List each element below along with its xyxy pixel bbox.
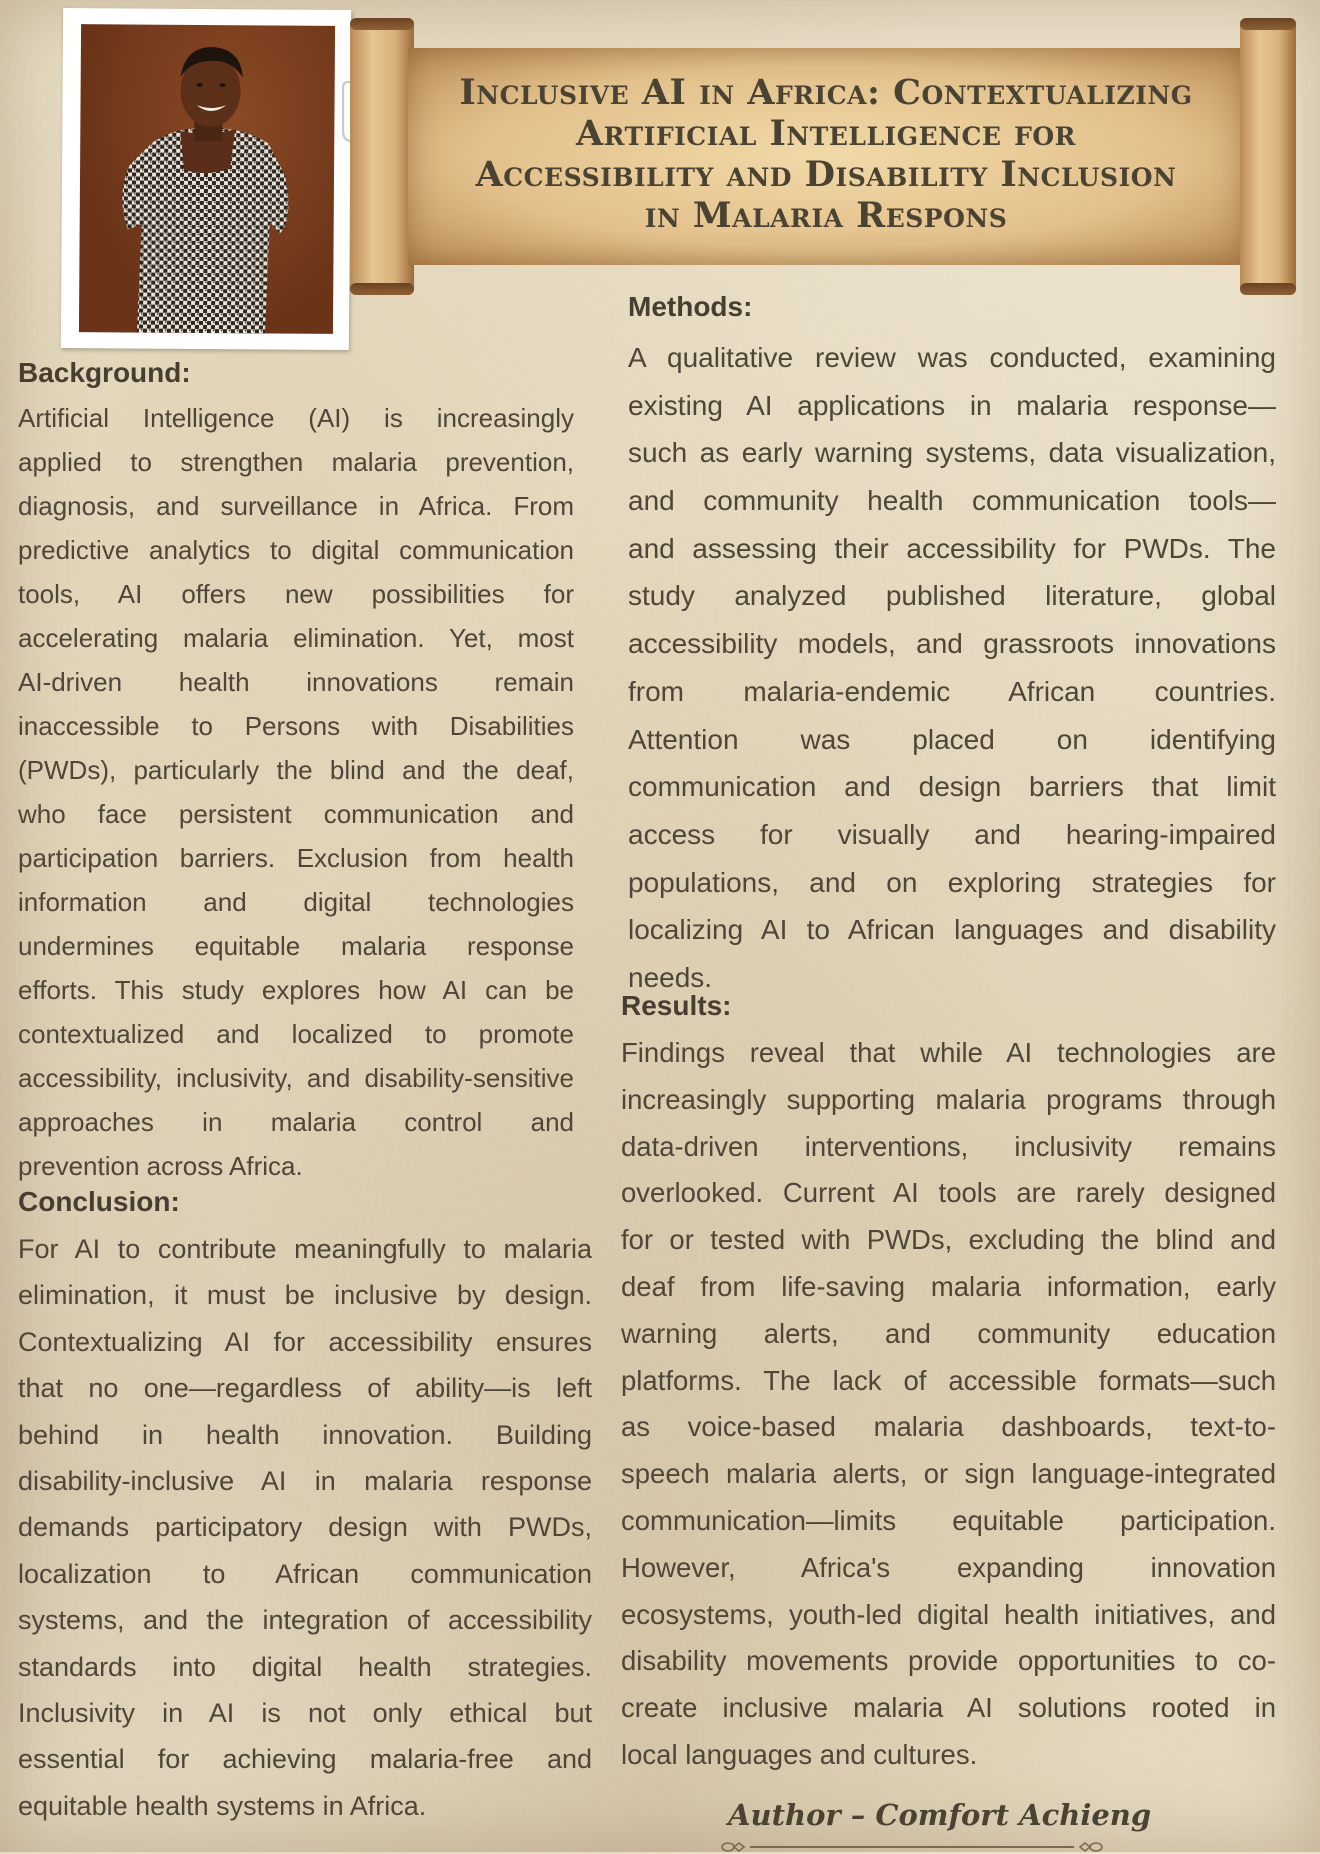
text-line: localization to African communication (18, 1558, 592, 1589)
text-line: for or tested with PWDs, excluding the blind and (621, 1224, 1276, 1256)
text-line: Findings reveal that while AI technologies are (621, 1037, 1276, 1068)
text-line: inaccessible to Persons with Disabilities (18, 711, 574, 741)
text-line: accessibility, inclusivity, and disability-sensitive (18, 1063, 574, 1093)
text-line: needs. (628, 961, 713, 993)
background-paragraph (18, 396, 574, 1188)
text-line: platforms. The lack of accessible formats—such (621, 1364, 1276, 1396)
text-line: essential for achieving malaria-free and (18, 1744, 592, 1775)
title-line: Accessibility and Disability Inclusion (475, 154, 1177, 195)
text-line: speech malaria alerts, or sign language-integrated (621, 1458, 1276, 1490)
results-heading: Results: (621, 990, 732, 1021)
page-title (408, 72, 1244, 236)
text-line: A qualitative review was conducted, examining (628, 342, 1276, 373)
text-line: communication and design barriers that limit (628, 771, 1276, 803)
text-line: AI-driven health innovations remain (18, 667, 574, 697)
title-line: Inclusive AI in Africa: Contextualizing (459, 72, 1193, 113)
portrait-illustration (79, 24, 335, 334)
text-line: elimination, it must be inclusive by design. (18, 1280, 592, 1311)
text-line: information and digital technologies (18, 887, 574, 917)
author-signature: Author – Comfort Achieng (728, 1798, 1152, 1832)
text-line: prevention across Africa. (18, 1151, 303, 1181)
text-line: warning alerts, and community education (621, 1317, 1276, 1349)
text-line: approaches in malaria control and (18, 1107, 574, 1137)
text-line: and community health communication tools— (628, 485, 1276, 517)
text-line: overlooked. Current AI tools are rarely designed (621, 1177, 1276, 1209)
text-line: diagnosis, and surveillance in Africa. From (18, 491, 574, 521)
text-line: increasingly supporting malaria programs through (621, 1083, 1276, 1115)
text-line: accessibility models, and grassroots innovations (628, 628, 1276, 660)
text-line: as voice-based malaria dashboards, text-to- (621, 1411, 1276, 1443)
author-photo-frame (61, 8, 351, 350)
text-line: Inclusivity in AI is not only ethical but (18, 1697, 592, 1728)
text-line: disability movements provide opportunities to co- (621, 1645, 1276, 1677)
title-scroll-banner (408, 48, 1244, 265)
results-paragraph (621, 1030, 1276, 1779)
text-line: standards into digital health strategies. (18, 1651, 592, 1682)
text-line: demands participatory design with PWDs, (18, 1512, 592, 1543)
text-line: disability-inclusive AI in malaria response (18, 1465, 592, 1496)
text-line: communication—limits equitable participation. (621, 1504, 1276, 1536)
text-line: contextualized and localized to promote (18, 1019, 574, 1049)
text-line: participation barriers. Exclusion from health (18, 843, 574, 873)
text-line: However, Africa's expanding innovation (621, 1551, 1276, 1583)
text-line: accelerating malaria elimination. Yet, most (18, 623, 574, 653)
text-line: predictive analytics to digital communication (18, 535, 574, 565)
text-line: study analyzed published literature, global (628, 580, 1276, 612)
text-line: local languages and cultures. (621, 1738, 978, 1770)
methods-paragraph (628, 334, 1276, 1002)
text-line: applied to strengthen malaria prevention, (18, 447, 574, 477)
text-line: data-driven interventions, inclusivity remains (621, 1130, 1276, 1162)
text-line: tools, AI offers new possibilities for (18, 579, 574, 609)
text-line: create inclusive malaria AI solutions rooted in (621, 1692, 1276, 1724)
text-line: populations, and on exploring strategies for (628, 866, 1276, 898)
text-line: who face persistent communication and (18, 799, 574, 829)
text-line: efforts. This study explores how AI can be (18, 975, 574, 1005)
text-line: that no one—regardless of ability—is left (18, 1373, 592, 1404)
text-line: Artificial Intelligence (AI) is increasingly (18, 403, 574, 433)
text-line: Contextualizing AI for accessibility ensures (18, 1326, 592, 1357)
background-heading: Background: (18, 357, 191, 388)
text-line: localizing AI to African languages and disability (628, 914, 1276, 946)
text-line: equitable health systems in Africa. (18, 1790, 427, 1821)
scroll-roll-right (1240, 18, 1296, 295)
text-line: Attention was placed on identifying (628, 723, 1276, 755)
conclusion-heading: Conclusion: (18, 1186, 180, 1217)
author-photo (79, 24, 335, 334)
text-line: For AI to contribute meaningfully to malaria (18, 1234, 592, 1264)
text-line: (PWDs), particularly the blind and the deaf, (18, 755, 574, 785)
text-line: existing AI applications in malaria response— (628, 389, 1276, 421)
text-line: access for visually and hearing-impaired (628, 818, 1276, 850)
title-line: Artificial Intelligence for (576, 113, 1076, 154)
text-line: and assessing their accessibility for PWDs. The (628, 532, 1276, 564)
conclusion-paragraph (18, 1226, 592, 1829)
text-line: ecosystems, youth-led digital health initiatives, and (621, 1598, 1276, 1630)
text-line: behind in health innovation. Building (18, 1419, 592, 1450)
text-line: such as early warning systems, data visualization, (628, 437, 1276, 469)
methods-heading: Methods: (628, 291, 753, 322)
scroll-roll-left (350, 18, 414, 295)
text-line: systems, and the integration of accessibility (18, 1605, 592, 1636)
text-line: from malaria-endemic African countries. (628, 675, 1276, 707)
text-line: undermines equitable malaria response (18, 931, 574, 961)
title-line: in Malaria Respons (644, 195, 1008, 236)
text-line: deaf from life-saving malaria information, early (621, 1270, 1276, 1302)
